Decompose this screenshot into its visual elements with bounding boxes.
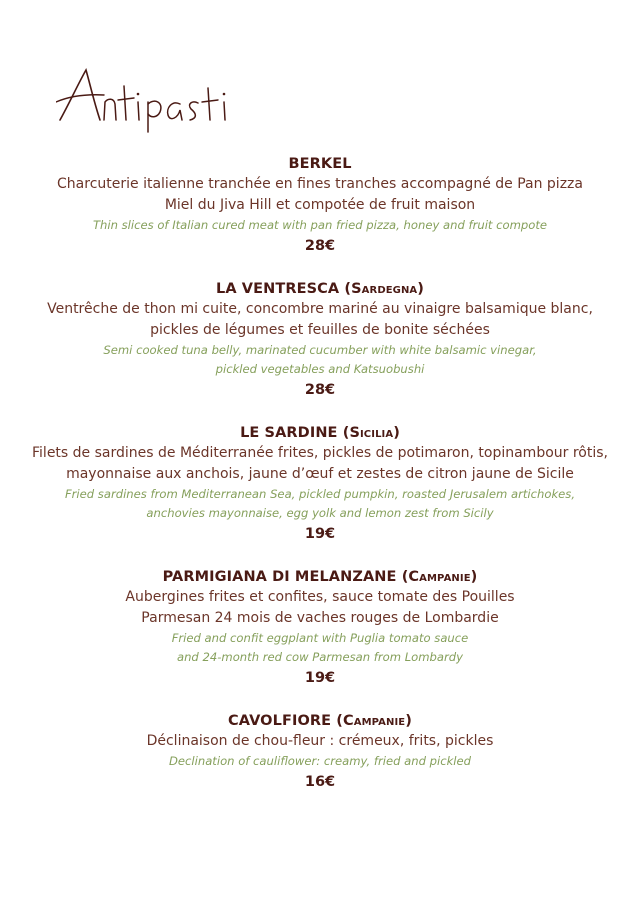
dish-price: 16€ bbox=[304, 774, 336, 790]
dish-name: PARMIGIANA DI MELANZANE (Campanie) bbox=[162, 569, 478, 585]
dish-item bbox=[0, 279, 640, 401]
dish-name: BERKEL bbox=[288, 156, 352, 172]
dish-description-fr: Déclinaison de chou-fleur : crémeux, frits, pickles bbox=[146, 733, 494, 749]
dish-description-en: Thin slices of Italian cured meat with pan fried pizza, honey and fruit compote bbox=[92, 218, 548, 232]
dish-description-fr: Charcuterie italienne tranchée en fines tranches accompagné de Pan pizza bbox=[57, 176, 583, 192]
dish-description-fr: Miel du Jiva Hill et compotée de fruit maison bbox=[164, 197, 476, 213]
dish-price: 28€ bbox=[304, 238, 336, 254]
dish-price: 19€ bbox=[304, 670, 336, 686]
section-title-script bbox=[56, 62, 256, 134]
dish-description-fr: Filets de sardines de Méditerranée frites, pickles de potimaron, topinambour rôtis, bbox=[32, 445, 608, 461]
dish-price: 28€ bbox=[304, 382, 336, 398]
dish-description-en: pickled vegetables and Katsuobushi bbox=[215, 362, 425, 376]
dish-region: (Campanie) bbox=[336, 713, 412, 729]
dish-price: 19€ bbox=[304, 526, 336, 542]
dish-item bbox=[0, 154, 640, 257]
dish-description-fr: mayonnaise aux anchois, jaune d’œuf et zestes de citron jaune de Sicile bbox=[66, 466, 574, 482]
dish-item bbox=[0, 567, 640, 689]
dish-region: (Sardegna) bbox=[344, 281, 424, 297]
dish-description-en: anchovies mayonnaise, egg yolk and lemon zest from Sicily bbox=[146, 506, 494, 520]
dish-item bbox=[0, 711, 640, 793]
dish-name: LA VENTRESCA (Sardegna) bbox=[216, 281, 424, 297]
dish-name: LE SARDINE (Sicilia) bbox=[240, 425, 400, 441]
menu-list bbox=[0, 154, 640, 815]
dish-region: (Sicilia) bbox=[342, 425, 400, 441]
dish-description-fr: Aubergines frites et confites, sauce tomate des Pouilles bbox=[125, 589, 515, 605]
dish-description-en: Declination of cauliflower: creamy, fried and pickled bbox=[168, 754, 472, 768]
dish-item bbox=[0, 423, 640, 545]
dish-description-fr: Parmesan 24 mois de vaches rouges de Lombardie bbox=[141, 610, 499, 626]
dish-description-fr: pickles de légumes et feuilles de bonite séchées bbox=[150, 322, 490, 338]
dish-description-en: Fried sardines from Mediterranean Sea, pickled pumpkin, roasted Jerusalem artichokes, bbox=[64, 487, 576, 501]
dish-description-en: Fried and confit eggplant with Puglia tomato sauce bbox=[171, 631, 469, 645]
section-title bbox=[56, 62, 256, 134]
dish-description-en: Semi cooked tuna belly, marinated cucumber with white balsamic vinegar, bbox=[103, 343, 537, 357]
dish-description-en: and 24-month red cow Parmesan from Lombardy bbox=[176, 650, 463, 664]
dish-name: CAVOLFIORE (Campanie) bbox=[228, 713, 412, 729]
dish-description-fr: Ventrêche de thon mi cuite, concombre mariné au vinaigre balsamique blanc, bbox=[47, 301, 593, 317]
dish-region: (Campanie) bbox=[401, 569, 478, 585]
